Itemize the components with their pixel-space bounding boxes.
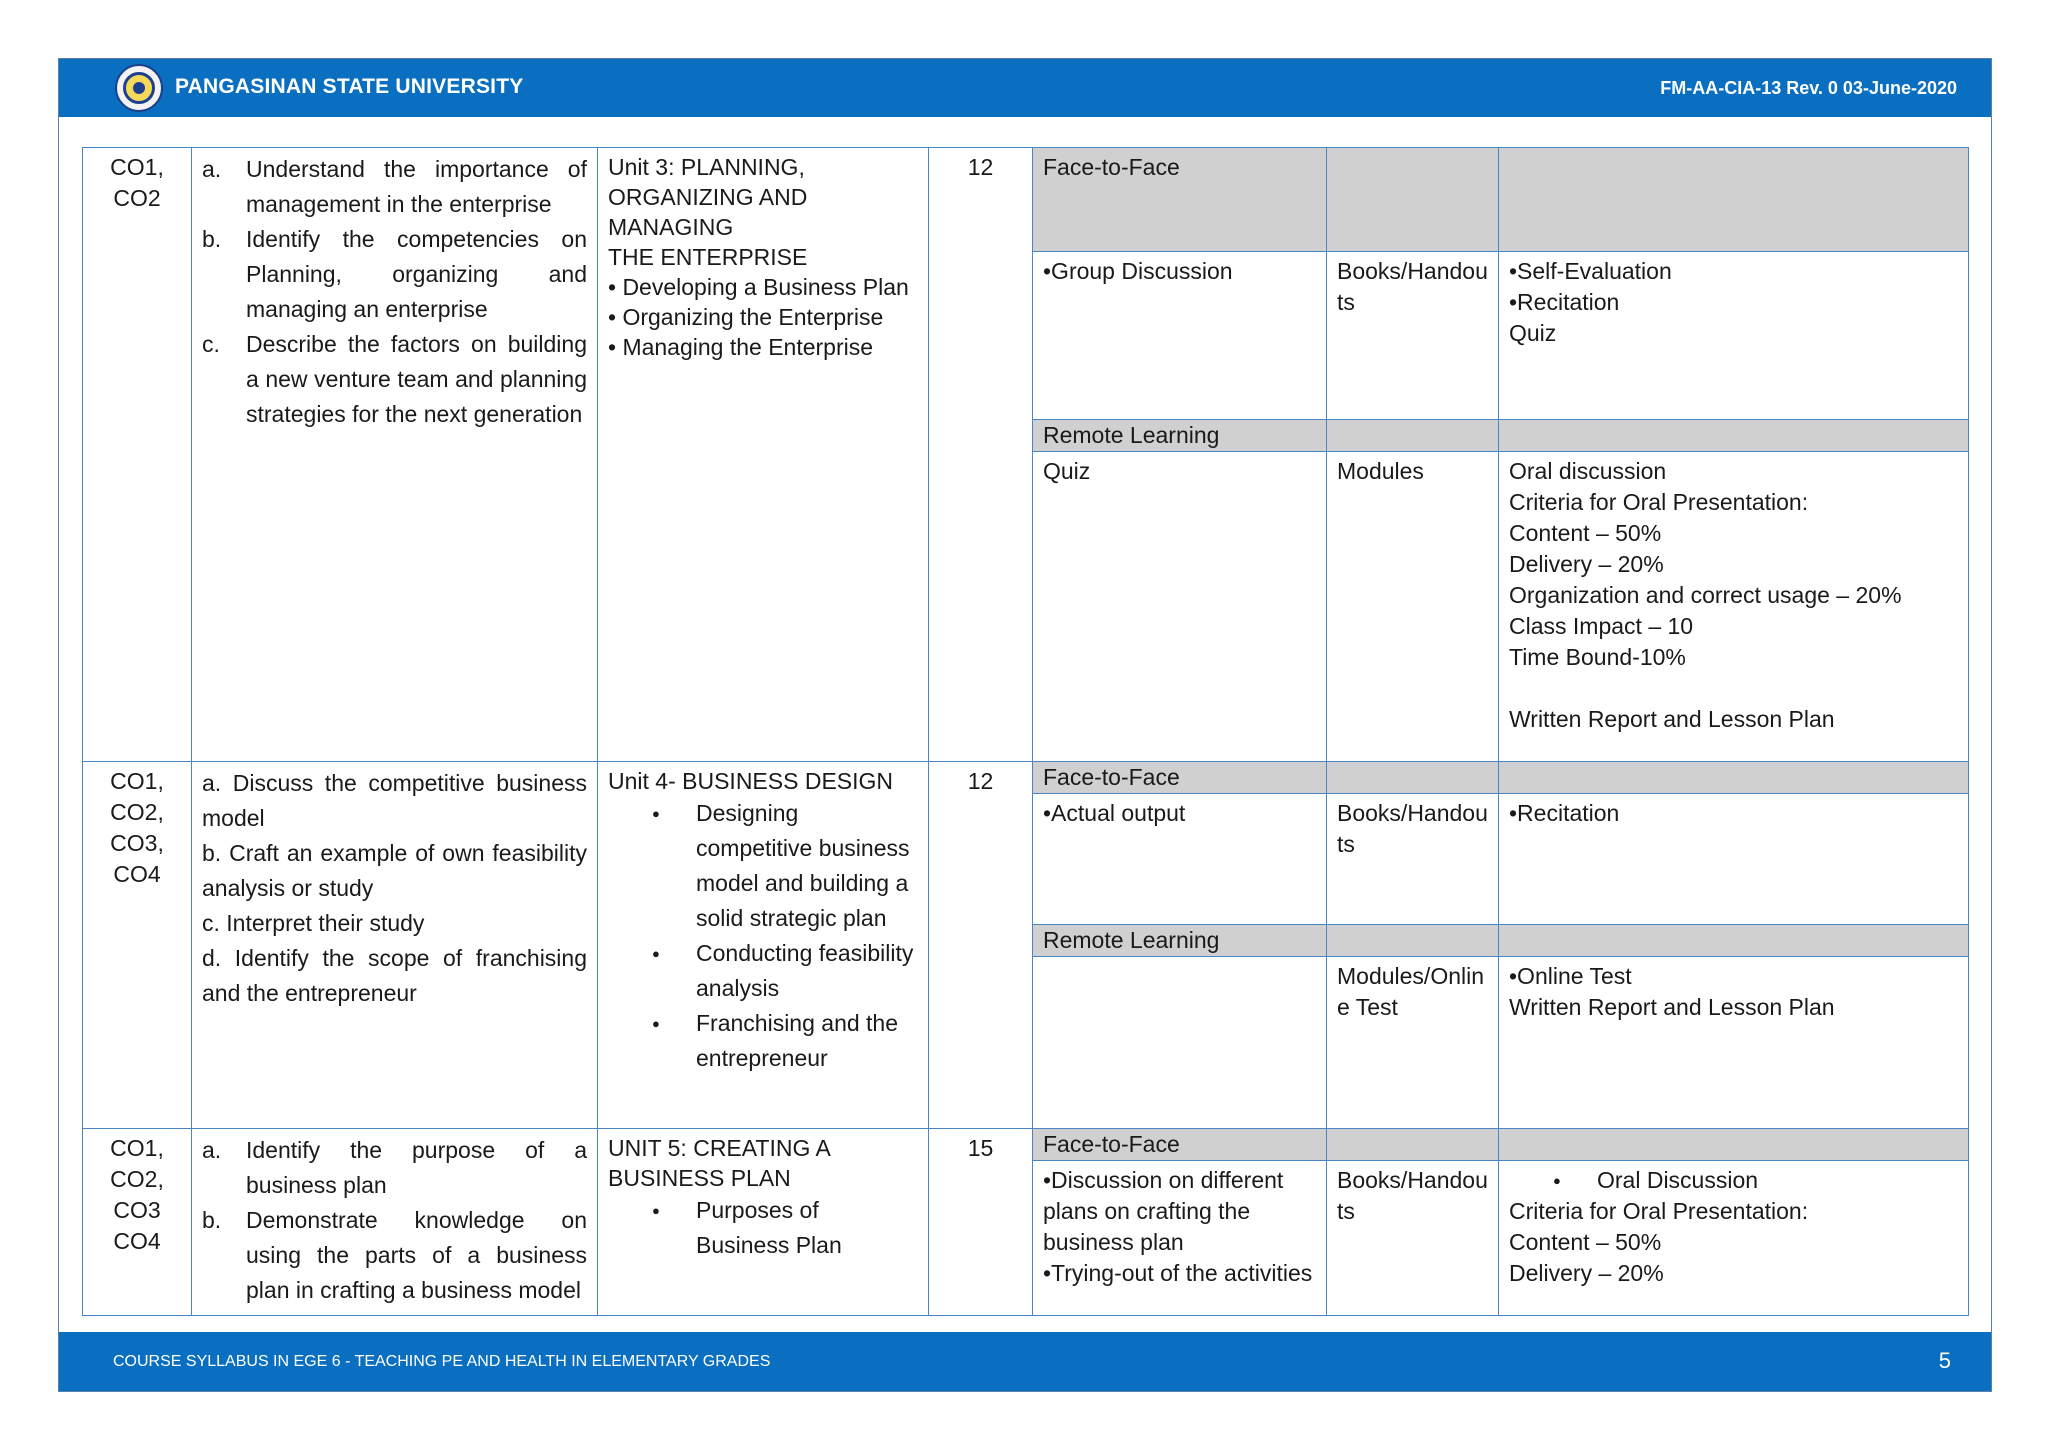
assessment-cell: Oral discussion Criteria for Oral Presentation: Content – 50% Delivery – 20% Organization and correct usage – 20% Class Impact – 10 Time Bound-10% Written Report and Lesson Plan <box>1499 452 1969 762</box>
learning-outcomes: a. Discuss the competitive business model b. Craft an example of own feasibility analysis or study c. Interpret their study d. Identify the scope of franchising and the entrepreneur <box>192 762 598 1129</box>
resources-cell: Books/Handou ts <box>1327 1161 1499 1316</box>
assessment-cell: •Recitation <box>1499 794 1969 925</box>
delivery-mode-label: Remote Learning <box>1033 925 1327 957</box>
delivery-mode-label: Face-to-Face <box>1033 148 1327 252</box>
hours-cell: 12 <box>929 148 1033 762</box>
header-bar <box>59 59 1991 117</box>
course-outcome-codes: CO1, CO2, CO3, CO4 <box>83 762 192 1129</box>
list-item: ● Purposes of Business Plan <box>608 1193 918 1263</box>
hours-cell: 12 <box>929 762 1033 1129</box>
delivery-mode-label: Face-to-Face <box>1033 762 1327 794</box>
method-cell: •Actual output <box>1033 794 1327 925</box>
delivery-mode-label: Face-to-Face <box>1033 1129 1327 1161</box>
learning-outcomes <box>192 148 598 762</box>
list-item: a. Identify the purpose of a business plan <box>202 1137 587 1198</box>
assessment-cell: ● Oral Discussion Criteria for Oral Presentation: Content – 50% Delivery – 20% <box>1499 1161 1969 1316</box>
list-item: ● Oral Discussion <box>1509 1165 1958 1196</box>
resources-cell: Modules <box>1327 452 1499 762</box>
table-row <box>83 1129 1969 1161</box>
assessment-cell: •Self-Evaluation •Recitation Quiz <box>1499 252 1969 420</box>
method-cell: •Discussion on different plans on crafting the business plan •Trying-out of the activities <box>1033 1161 1327 1316</box>
learning-outcomes <box>192 1129 598 1316</box>
list-item: ● Conducting feasibility analysis <box>608 936 918 1006</box>
list-item: b. Identify the competencies on Planning, organizing and managing an enterprise <box>202 226 587 322</box>
document-code: FM-AA-CIA-13 Rev. 0 03-June-2020 <box>1660 78 1957 98</box>
topic-cell: UNIT 5: CREATING A BUSINESS PLAN ● Purposes of Business Plan <box>598 1129 929 1316</box>
syllabus-table <box>82 147 1969 1316</box>
list-item: ● Designing competitive business model and building a solid strategic plan <box>608 796 918 936</box>
table-row <box>83 148 1969 252</box>
list-item: b. Demonstrate knowledge on using the parts of a business plan in crafting a business model <box>202 1207 587 1303</box>
method-cell: Quiz <box>1033 452 1327 762</box>
course-outcome-codes: CO1, CO2, CO3 CO4 <box>83 1129 192 1316</box>
topic-cell: Unit 4- BUSINESS DESIGN ● Designing competitive business model and building a solid strategic plan ● Conducting feasibility analysis ● Franchising and the entrepreneur <box>598 762 929 1129</box>
course-outcome-codes: CO1, CO2 <box>83 148 192 762</box>
method-cell: •Group Discussion <box>1033 252 1327 420</box>
resources-cell: Modules/Onlin e Test <box>1327 957 1499 1129</box>
resources-cell: Books/Handou ts <box>1327 252 1499 420</box>
footer-bar <box>59 1332 1991 1391</box>
course-title: COURSE SYLLABUS IN EGE 6 - TEACHING PE AND HEALTH IN ELEMENTARY GRADES <box>113 1353 771 1370</box>
assessment-cell: •Online Test Written Report and Lesson Plan <box>1499 957 1969 1129</box>
list-item: ● Franchising and the entrepreneur <box>608 1006 918 1076</box>
table-row <box>83 762 1969 794</box>
method-cell <box>1033 957 1327 1129</box>
hours-cell: 15 <box>929 1129 1033 1316</box>
page-number: 5 <box>1938 1348 1951 1373</box>
university-name: PANGASINAN STATE UNIVERSITY <box>175 75 524 98</box>
topic-cell: Unit 3: PLANNING, ORGANIZING AND MANAGING THE ENTERPRISE • Developing a Business Plan • Organizing the Enterprise • Managing the Enterprise <box>598 148 929 762</box>
delivery-mode-label: Remote Learning <box>1033 420 1327 452</box>
resources-cell: Books/Handou ts <box>1327 794 1499 925</box>
list-item: a. Understand the importance of management in the enterprise <box>202 156 587 217</box>
list-item: c. Describe the factors on building a new venture team and planning strategies for the next generation <box>202 331 587 427</box>
university-seal-icon <box>115 64 163 112</box>
